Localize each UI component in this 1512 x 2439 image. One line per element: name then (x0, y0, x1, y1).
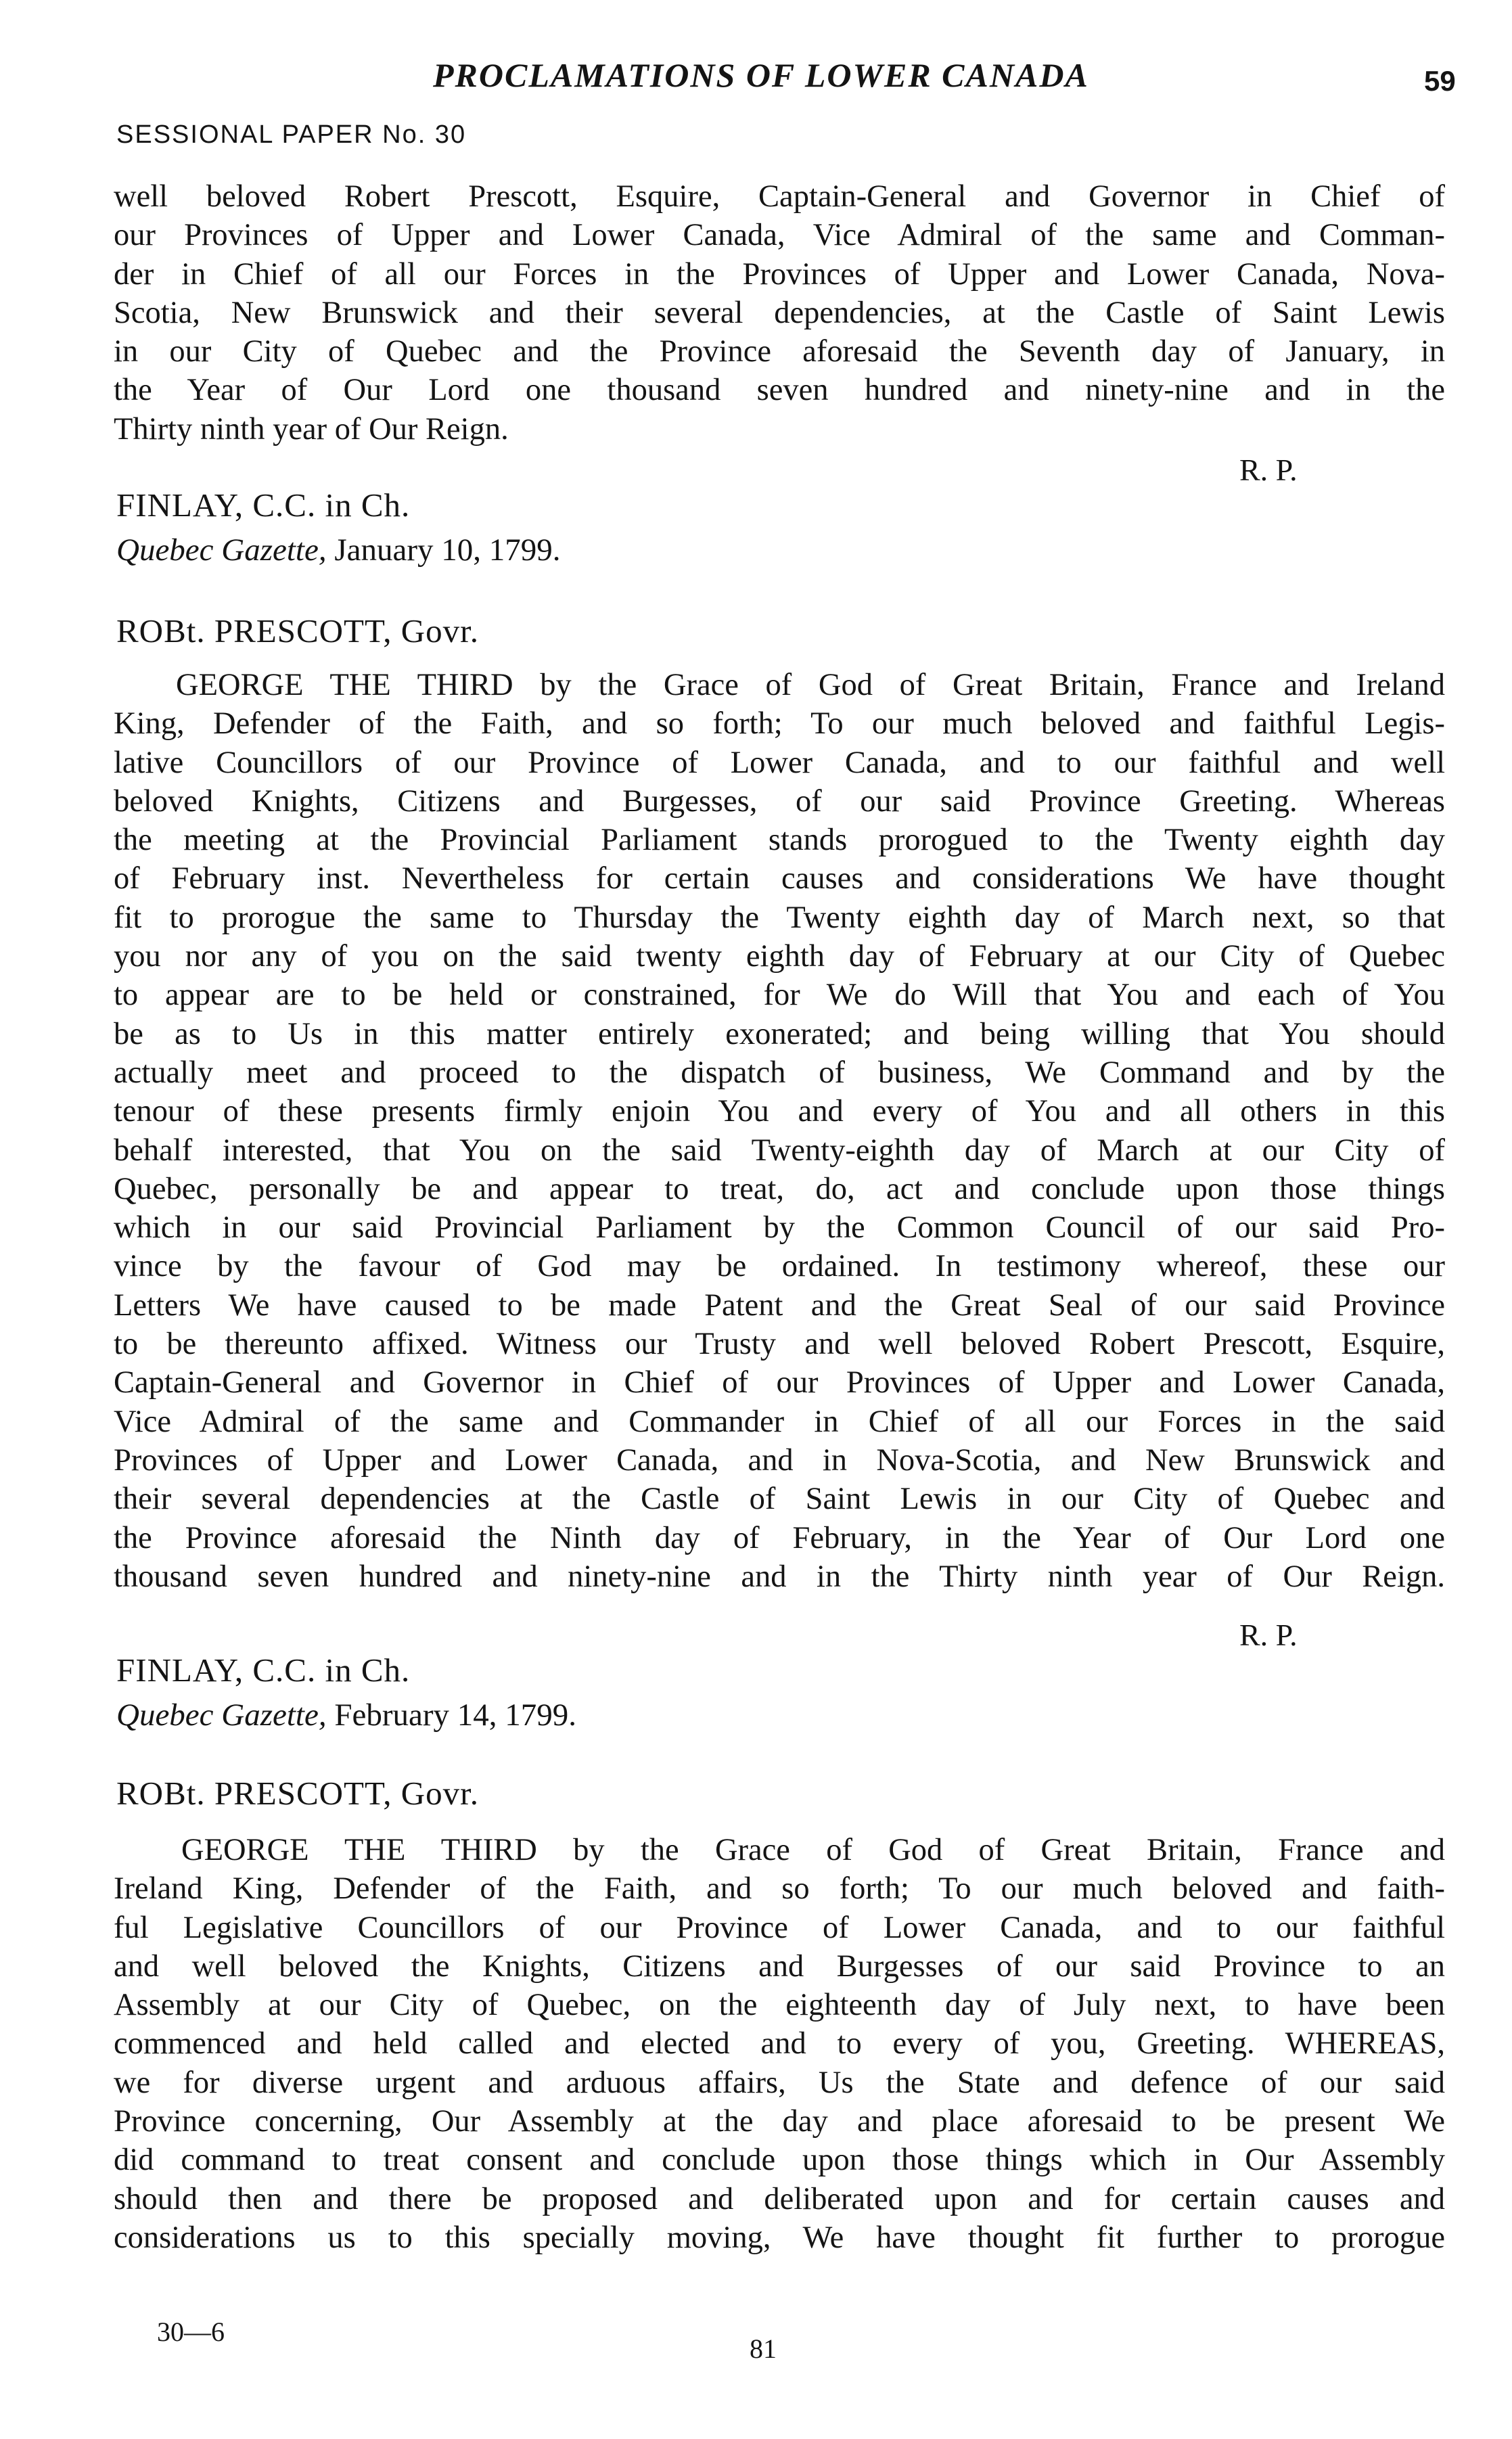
text-line-opening: GEORGE THE THIRD by the Grace of God of Great Britain, France and Ireland (176, 668, 1445, 702)
text-line: the Province aforesaid the Ninth day of February, in the Year of Our Lord one (114, 1520, 1445, 1555)
text-line: did command to treat consent and conclude upon those things which in Our Assembly (114, 2143, 1445, 2178)
gazette-name: Quebec Gazette, (116, 1697, 327, 1733)
text-line: Captain-General and Governor in Chief of our Provinces of Upper and Lower Canada, (114, 1365, 1445, 1400)
text-line: we for diverse urgent and arduous affairs, Us the State and defence of our said (114, 2065, 1445, 2100)
text-line: Thirty ninth year of Our Reign. (114, 411, 509, 447)
text-line: the Year of Our Lord one thousand seven hundred and ninety-nine and in the (114, 373, 1445, 408)
gazette-citation (116, 532, 561, 568)
text-line: to appear are to be held or constrained, for We do Will that You and each of You (114, 978, 1445, 1013)
page-number: 59 (1424, 65, 1456, 97)
text-line: which in our said Provincial Parliament by the Common Council of our said Pro- (114, 1210, 1445, 1246)
text-line: our Provinces of Upper and Lower Canada, Vice Admiral of the same and Comman- (114, 218, 1445, 253)
gazette-citation (116, 1697, 576, 1733)
text-line: vince by the favour of God may be ordained. In testimony whereof, these our (114, 1249, 1445, 1284)
text-line: you nor any of you on the said twenty eighth day of February at our City of Quebec (114, 939, 1445, 974)
text-line: Letters We have caused to be made Patent and the Great Seal of our said Province (114, 1287, 1445, 1323)
text-line: tenour of these presents firmly enjoin You and every of You and all others in this (114, 1094, 1445, 1129)
running-title: PROCLAMATIONS OF LOWER CANADA (433, 56, 1089, 94)
text-line: their several dependencies at the Castle of Saint Lewis in our City of Quebec and (114, 1482, 1445, 1517)
rp-mark: R. P. (1239, 1618, 1298, 1652)
text-line: Vice Admiral of the same and Commander in Chief of all our Forces in the said (114, 1404, 1445, 1439)
text-line: should then and there be proposed and deliberated upon and for certain causes and (114, 2181, 1445, 2216)
text-line: King, Defender of the Faith, and so forth; To our much beloved and faithful Legis- (114, 706, 1445, 742)
text-line: Assembly at our City of Quebec, on the eighteenth day of July next, to have been (114, 1988, 1445, 2023)
gazette-name: Quebec Gazette, (116, 532, 327, 568)
signature-finlay: FINLAY, C.C. in Ch. (116, 1651, 411, 1689)
text-line: beloved Knights, Citizens and Burgesses, of our said Province Greeting. Whereas (114, 783, 1445, 819)
text-line: lative Councillors of our Province of Lower Canada, and to our faithful and well (114, 745, 1445, 780)
text-line: fit to prorogue the same to Thursday the Twenty eighth day of March next, so that (114, 900, 1445, 935)
text-line: der in Chief of all our Forces in the Provinces of Upper and Lower Canada, Nova- (114, 256, 1445, 292)
text-line: Provinces of Upper and Lower Canada, and in Nova-Scotia, and New Brunswick and (114, 1442, 1445, 1478)
text-line: ful Legislative Councillors of our Province of Lower Canada, and to our faithful (114, 1910, 1445, 1945)
text-line: Province concerning, Our Assembly at the day and place aforesaid to be present We (114, 2104, 1445, 2139)
text-line: thousand seven hundred and ninety-nine and in the Thirty ninth year of Our Reign. (114, 1559, 1445, 1594)
signature-finlay: FINLAY, C.C. in Ch. (116, 486, 411, 524)
text-line-opening: GEORGE THE THIRD by the Grace of God of Great Britain, France and (181, 1833, 1445, 1867)
gazette-date: February 14, 1799. (326, 1697, 577, 1733)
sessional-paper-label: SESSIONAL PAPER No. 30 (116, 120, 467, 149)
governor-signature: ROBt. PRESCOTT, Govr. (116, 1775, 480, 1812)
text-line: Ireland King, Defender of the Faith, and so forth; To our much beloved and faith- (114, 1871, 1445, 1907)
text-line: actually meet and proceed to the dispatch of business, We Command and by the (114, 1055, 1445, 1090)
proclamation-paragraph (114, 666, 1445, 1596)
text-line: in our City of Quebec and the Province aforesaid the Seventh day of January, in (114, 334, 1445, 369)
text-line: to be thereunto affixed. Witness our Trusty and well beloved Robert Prescott, Esquire, (114, 1327, 1445, 1362)
text-line: of February inst. Nevertheless for certain causes and considerations We have thought (114, 861, 1445, 896)
governor-signature: ROBt. PRESCOTT, Govr. (116, 612, 480, 649)
text-line: well beloved Robert Prescott, Esquire, Captain-General and Governor in Chief of (114, 179, 1445, 214)
text-line: considerations us to this specially moving, We have thought fit further to prorogue (114, 2220, 1445, 2255)
gazette-date: January 10, 1799. (326, 532, 561, 568)
text-line: Scotia, New Brunswick and their several dependencies, at the Castle of Saint Lewis (114, 295, 1445, 330)
paragraph-continuation (114, 177, 1445, 449)
text-line: behalf interested, that You on the said Twenty-eighth day of March at our City of (114, 1133, 1445, 1168)
signature-mark: 30—6 (157, 2317, 225, 2347)
text-line: and well beloved the Knights, Citizens and Burgesses of our said Province to an (114, 1948, 1445, 1984)
proclamation-paragraph (114, 1831, 1445, 2257)
text-line: commenced and held called and elected and to every of you, Greeting. WHEREAS, (114, 2026, 1445, 2061)
text-line: the meeting at the Provincial Parliament stands prorogued to the Twenty eighth day (114, 823, 1445, 858)
folio-number: 81 (750, 2333, 777, 2364)
text-line: Quebec, personally be and appear to treat, do, act and conclude upon those things (114, 1171, 1445, 1206)
text-line: be as to Us in this matter entirely exonerated; and being willing that You should (114, 1016, 1445, 1051)
rp-mark: R. P. (1239, 453, 1298, 487)
